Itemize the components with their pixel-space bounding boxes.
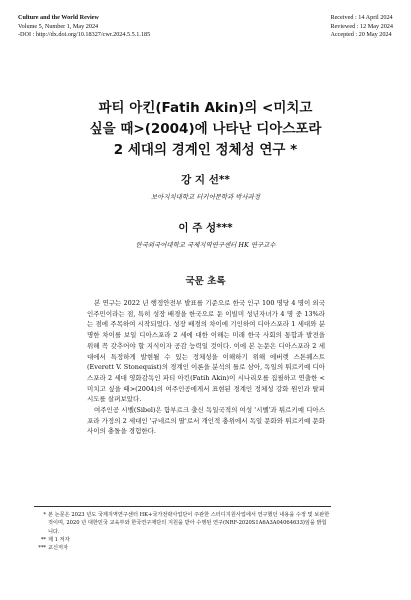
- abstract-paragraph: 여주인공 시벨(Sibel)은 함부르크 출신 독일국적의 여성 '시벨'과 튀르키예 디아스포라 가정의 2 세대인 '규네르의 딸'로서 개인적 충위에서 독일 문화와 튀르키예 문화 사이의 충돌을 경험한다.: [87, 406, 325, 436]
- footnote: [34, 511, 331, 536]
- footnote-text: 교신저자: [48, 545, 69, 552]
- journal-doi: -DOI : http://dx.doi.org/10.18327/cwr.2024.5.5.1.185: [18, 31, 151, 39]
- journal-info: [18, 14, 150, 40]
- footnote: [34, 544, 331, 552]
- author-affiliation: 보아지치대학교 터키어문학과 박사과정: [150, 193, 260, 201]
- paper-title: [40, 98, 371, 161]
- footnotes: [34, 506, 331, 552]
- footnote-text: 본 논문은 2023 년도 국제지역연구센터 HK+국가전략사업단이 주관한 스터디지원사업에서 연구했던 내용을 수정 및 보완한 것이며, 2020 년 대한민국 교육부와 한국연구재단의 지원을 받아 수행된 연구(NRF-2020S1A6A3A04064633)임을 밝힙니다.: [48, 512, 330, 535]
- footnote-mark: **: [40, 536, 46, 543]
- title-line-2: 싶을 때>(2004)에 나타난 디아스포라: [89, 121, 322, 137]
- accepted-date: Accepted : 20 May 2024: [330, 31, 392, 39]
- title-line-3: 2 세대의 경계인 정체성 연구 *: [113, 142, 298, 158]
- author-name: 강 지 선**: [181, 174, 230, 186]
- journal-volume: Volume 5, Number 1, May 2024: [18, 22, 99, 30]
- footnote-mark: ***: [38, 545, 46, 552]
- review-dates: [330, 14, 393, 40]
- footnote: [34, 536, 331, 544]
- author-name: 이 주 성***: [178, 222, 233, 234]
- reviewed-date: Reviewed : 12 May 2024: [330, 22, 393, 30]
- abstract-heading: 국문 초록: [185, 276, 226, 287]
- journal-name: Culture and the World Review: [18, 14, 99, 21]
- footnote-text: 제 1 저자: [48, 536, 70, 543]
- title-line-1: 파티 아킨(Fatih Akin)의 <미치고: [98, 100, 313, 116]
- author-1: [0, 172, 411, 201]
- abstract-paragraph: 본 연구는 2022 년 행정안전부 발표를 기준으로 한국 인구 100 명당 4 명이 외국인주민이라는 점, 특히 성장 배경을 한국으로 둔 이빌미 성년자녀가 4 명 중 13%라는 점에 주목하여 시작되었다. 성장 배경의 차이에 기인하여 디아스포라 1 세대와 분명한 차이를 보일 디아스포라 2 세에 대한 이해는 미래 한국 사회의 통합과 발전을 위해 꼭 갖추어야 할 지식이자 공감 능력일 것이다. 이에 본 논문은 디아스포라 2 세대에서 특정하게 발현될 수 있는 정체성을 이해하기 위해 에버렛 스톤퀘스트(Everett V. Stonequist)의 경계인 이론을 분석의 틀로 삼아, 독일의 튀르키예 디아스포라 2 세대 영화감독인 파티 아킨(Fatih Akin)이 시나리오를 집필하고 연출한 <미치고 싶을 때>(2004)의 여주인공에게서 표현된 경계인 정체성 강화 원인과 탈피 시도를 살펴보았다.: [87, 299, 325, 404]
- author-2: [0, 220, 411, 249]
- abstract-body: [87, 298, 325, 437]
- received-date: Received : 14 April 2024: [330, 14, 393, 21]
- author-affiliation: 한국외국어대학교 국제지역연구센터 HK 연구교수: [135, 241, 276, 249]
- footnote-mark: *: [43, 512, 46, 518]
